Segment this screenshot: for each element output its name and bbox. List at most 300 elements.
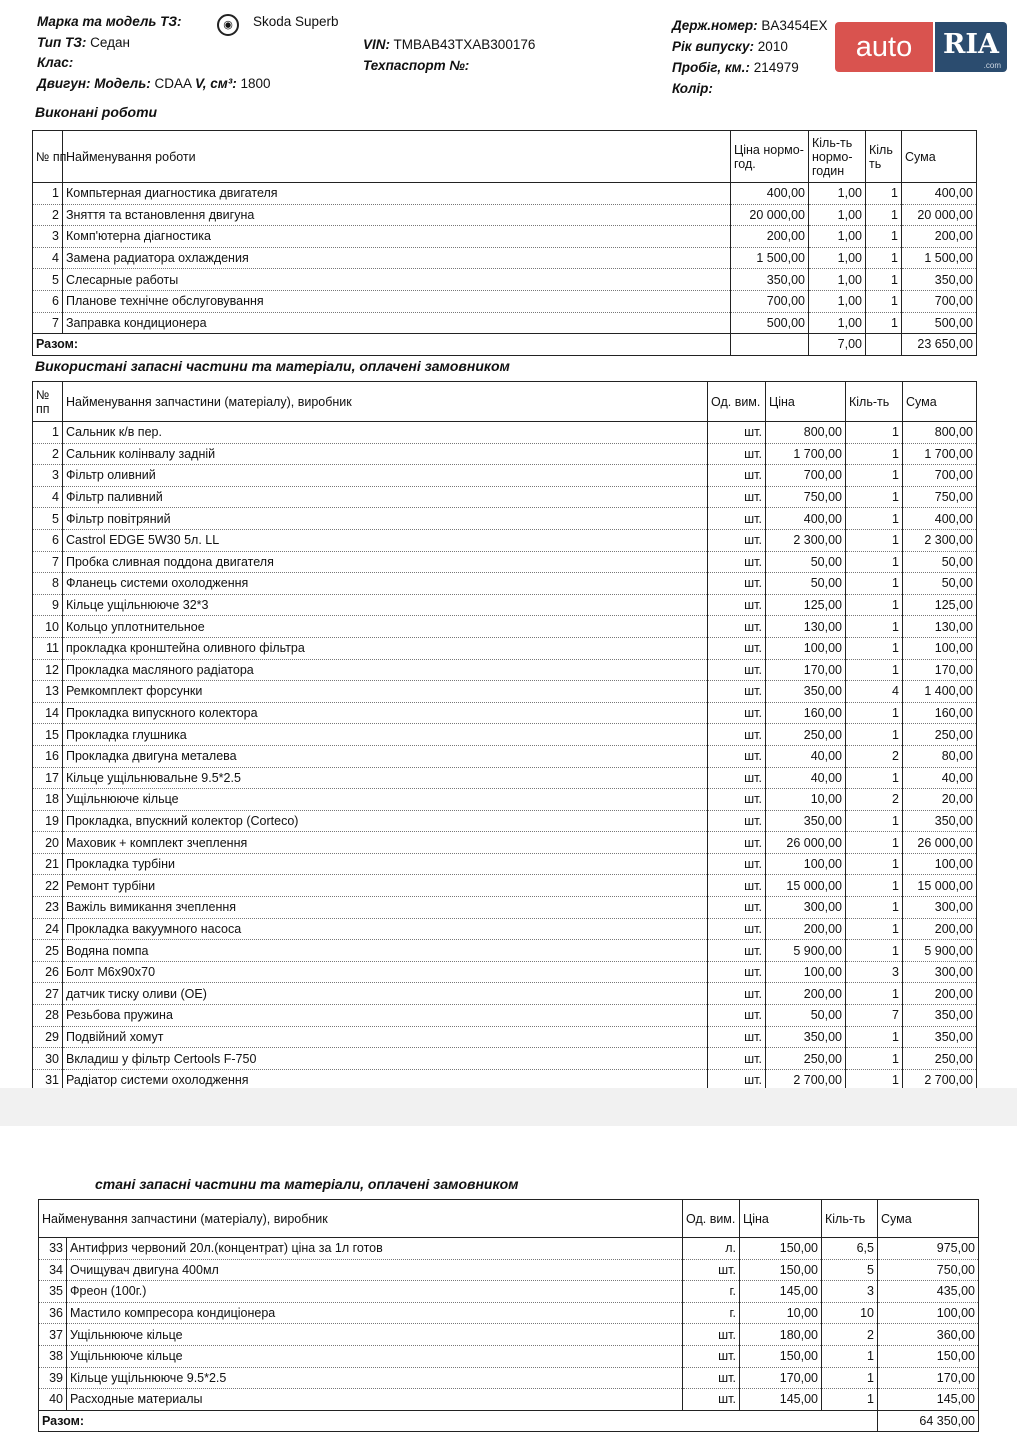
table-cell-name: Фреон (100г.) (67, 1281, 683, 1303)
table-row (33, 204, 977, 226)
table-cell-num: 11 (33, 637, 63, 659)
table-cell-num: 6 (33, 529, 63, 551)
table-cell-col5: 1 (846, 465, 903, 487)
table-cell-col4: 170,00 (766, 659, 846, 681)
table-row (33, 573, 977, 595)
table-cell-col5: 1 (846, 659, 903, 681)
table-cell-col4: 10,00 (740, 1302, 822, 1324)
table-cell-sum: 750,00 (878, 1259, 979, 1281)
table-cell-col3: шт. (708, 1069, 766, 1091)
table-cell-sum: 2 300,00 (903, 529, 977, 551)
table-cell-sum: 500,00 (902, 312, 977, 334)
works-header-sum: Сума (902, 131, 977, 183)
table-cell-sum: 250,00 (903, 1048, 977, 1070)
table-cell-col5: 1 (846, 897, 903, 919)
logo-ria: RIA (935, 22, 1007, 72)
model-label: Модель: (94, 76, 151, 91)
table-cell-num: 20 (33, 832, 63, 854)
table-cell-sum: 350,00 (903, 810, 977, 832)
table-cell-col5: 2 (846, 745, 903, 767)
table-cell-col5: 1 (846, 529, 903, 551)
table-cell-sum: 350,00 (902, 269, 977, 291)
table-cell-sum: 700,00 (902, 290, 977, 312)
table-cell-name: Замена радиатора охлаждения (63, 247, 731, 269)
table-cell-col3: шт. (683, 1345, 740, 1367)
table-cell-sum: 300,00 (903, 897, 977, 919)
table-cell-name: Прокладка вакуумного насоса (63, 918, 708, 940)
class-label: Клас: (37, 55, 74, 70)
table-cell-name: Мастило компресора кондиціонера (67, 1302, 683, 1324)
table-cell-col3: шт. (708, 767, 766, 789)
works-table (32, 130, 977, 356)
table-cell-name: Болт М6х90х70 (63, 961, 708, 983)
table-cell-col3: шт. (683, 1367, 740, 1389)
table-cell-col3: г. (683, 1281, 740, 1303)
table-cell-col4: 50,00 (766, 551, 846, 573)
table-cell-sum: 170,00 (903, 659, 977, 681)
table-cell-name: Радіатор системи охолодження (63, 1069, 708, 1091)
volume-value: 1800 (240, 76, 271, 91)
table-cell-name: Слесарные работы (63, 269, 731, 291)
make-label: Марка та модель ТЗ: (37, 14, 182, 29)
table-cell-col3: шт. (708, 961, 766, 983)
table-cell-num: 1 (33, 183, 63, 205)
table-cell-col4: 350,00 (766, 810, 846, 832)
table-cell-col4: 1,00 (809, 226, 866, 248)
year-label: Рік випуску: (672, 39, 755, 54)
table-cell-sum: 20 000,00 (902, 204, 977, 226)
mileage-value: 214979 (753, 60, 799, 75)
parts2-total-label: Разом: (39, 1410, 878, 1432)
works-title: Виконані роботи (35, 104, 158, 120)
table-row (33, 312, 977, 334)
table-cell-sum: 200,00 (903, 983, 977, 1005)
table-row (33, 290, 977, 312)
table-cell-num: 7 (33, 312, 63, 334)
table-cell-col4: 250,00 (766, 724, 846, 746)
table-cell-name: Подвійний хомут (63, 1026, 708, 1048)
table-cell-col4: 200,00 (766, 983, 846, 1005)
table-cell-col4: 15 000,00 (766, 875, 846, 897)
table-cell-col4: 50,00 (766, 1005, 846, 1027)
table-cell-num: 12 (33, 659, 63, 681)
table-cell-name: Антифриз червоний 20л.(концентрат) ціна за 1л готов (67, 1238, 683, 1260)
table-cell-num: 1 (33, 422, 63, 444)
table-cell-col3: шт. (708, 637, 766, 659)
works-header-qty: Кіль ть (866, 131, 902, 183)
table-cell-col3: шт. (708, 897, 766, 919)
table-cell-col5: 1 (846, 918, 903, 940)
table-cell-col3: шт. (708, 1005, 766, 1027)
table-cell-name: Вкладиш у фільтр Certools F-750 (63, 1048, 708, 1070)
table-cell-sum: 300,00 (903, 961, 977, 983)
table-cell-sum: 50,00 (903, 573, 977, 595)
table-row (33, 897, 977, 919)
table-cell-sum: 750,00 (903, 486, 977, 508)
table-row (33, 659, 977, 681)
table-row (33, 616, 977, 638)
table-cell-col3: шт. (708, 529, 766, 551)
table-cell-sum: 700,00 (903, 465, 977, 487)
table-row (33, 226, 977, 248)
table-row (39, 1281, 979, 1303)
table-cell-name: Комп'ютерна діагностика (63, 226, 731, 248)
table-cell-name: Ремонт турбіни (63, 875, 708, 897)
table-cell-name: Ущільнююче кільце (63, 789, 708, 811)
parts1-header-sum: Сума (903, 382, 977, 422)
table-cell-col3: шт. (708, 594, 766, 616)
table-row (33, 529, 977, 551)
table-cell-col3: 200,00 (731, 226, 809, 248)
table-cell-col5: 1 (846, 443, 903, 465)
table-cell-col4: 170,00 (740, 1367, 822, 1389)
table-cell-name: Фільтр паливний (63, 486, 708, 508)
parts2-header-sum: Сума (878, 1200, 979, 1238)
table-cell-name: Кільце ущільнююче 32*3 (63, 594, 708, 616)
table-cell-name: Castrol EDGE 5W30 5л. LL (63, 529, 708, 551)
table-row (39, 1389, 979, 1411)
table-cell-col4: 1 700,00 (766, 443, 846, 465)
table-cell-sum: 50,00 (903, 551, 977, 573)
plate (672, 18, 827, 33)
table-cell-col4: 5 900,00 (766, 940, 846, 962)
parts2-header-qty: Кіль-ть (822, 1200, 878, 1238)
table-row (33, 551, 977, 573)
table-cell-sum: 40,00 (903, 767, 977, 789)
table-cell-num: 24 (33, 918, 63, 940)
table-cell-name: прокладка кронштейна оливного фільтра (63, 637, 708, 659)
table-row (33, 443, 977, 465)
table-cell-col3: шт. (708, 616, 766, 638)
table-cell-num: 4 (33, 247, 63, 269)
color (672, 81, 713, 96)
year (672, 39, 788, 54)
table-cell-name: Кольцо уплотнительное (63, 616, 708, 638)
table-cell-col5: 1 (866, 183, 902, 205)
table-cell-col4: 2 300,00 (766, 529, 846, 551)
engine-label: Двигун: (37, 76, 91, 91)
table-cell-col3: шт. (708, 875, 766, 897)
table-cell-name: Зняття та встановлення двигуна (63, 204, 731, 226)
table-row (33, 832, 977, 854)
table-cell-col5: 1 (846, 486, 903, 508)
vin-label: VIN: (363, 37, 390, 52)
table-cell-col4: 40,00 (766, 745, 846, 767)
table-cell-sum: 20,00 (903, 789, 977, 811)
table-cell-col4: 150,00 (740, 1259, 822, 1281)
table-cell-sum: 1 400,00 (903, 681, 977, 703)
table-cell-col5: 2 (822, 1324, 878, 1346)
table-cell-col5: 4 (846, 681, 903, 703)
table-cell-name: Резьбова пружина (63, 1005, 708, 1027)
table-cell-col3: шт. (708, 853, 766, 875)
table-cell-col4: 1,00 (809, 183, 866, 205)
plate-value: BA3454EX (761, 18, 828, 33)
table-cell-sum: 1 700,00 (903, 443, 977, 465)
table-cell-num: 6 (33, 290, 63, 312)
table-cell-num: 38 (39, 1345, 67, 1367)
table-cell-col5: 1 (846, 551, 903, 573)
table-cell-num: 15 (33, 724, 63, 746)
table-cell-sum: 2 700,00 (903, 1069, 977, 1091)
logo-auto: auto (835, 22, 933, 72)
table-cell-col3: шт. (708, 940, 766, 962)
table-cell-col3: шт. (708, 702, 766, 724)
table-cell-col4: 26 000,00 (766, 832, 846, 854)
table-cell-num: 28 (33, 1005, 63, 1027)
make-value: Skoda Superb (253, 14, 339, 29)
vin (363, 37, 535, 52)
table-cell-col3: г. (683, 1302, 740, 1324)
table-cell-col5: 1 (846, 940, 903, 962)
table-cell-col5: 1 (846, 594, 903, 616)
table-row (33, 918, 977, 940)
table-cell-num: 13 (33, 681, 63, 703)
table-cell-num: 16 (33, 745, 63, 767)
table-cell-col5: 1 (846, 724, 903, 746)
table-row (33, 681, 977, 703)
table-cell-col5: 1 (846, 508, 903, 530)
table-cell-col4: 145,00 (740, 1389, 822, 1411)
works-total-sum: 23 650,00 (902, 334, 977, 356)
passport-label: Техпаспорт №: (363, 58, 470, 73)
mileage (672, 60, 799, 75)
table-cell-col3: 1 500,00 (731, 247, 809, 269)
table-cell-col4: 160,00 (766, 702, 846, 724)
table-cell-col5: 1 (846, 983, 903, 1005)
table-row (33, 853, 977, 875)
table-cell-sum: 360,00 (878, 1324, 979, 1346)
table-cell-sum: 200,00 (903, 918, 977, 940)
table-cell-name: Ремкомплект форсунки (63, 681, 708, 703)
table-cell-col4: 300,00 (766, 897, 846, 919)
mileage-label: Пробіг, км.: (672, 60, 750, 75)
table-cell-num: 5 (33, 508, 63, 530)
table-cell-sum: 250,00 (903, 724, 977, 746)
table-cell-col4: 150,00 (740, 1238, 822, 1260)
vin-value: TMBAB43TXAB300176 (393, 37, 536, 52)
table-cell-num: 21 (33, 853, 63, 875)
table-row (33, 637, 977, 659)
table-row (33, 810, 977, 832)
table-cell-col5: 2 (846, 789, 903, 811)
table-row (39, 1367, 979, 1389)
table-cell-col4: 2 700,00 (766, 1069, 846, 1091)
table-cell-col3: 500,00 (731, 312, 809, 334)
table-cell-sum: 5 900,00 (903, 940, 977, 962)
table-cell-col5: 1 (866, 247, 902, 269)
table-cell-num: 25 (33, 940, 63, 962)
table-cell-num: 3 (33, 226, 63, 248)
table-cell-num: 19 (33, 810, 63, 832)
table-cell-col3: шт. (708, 983, 766, 1005)
table-cell-col3: шт. (708, 1048, 766, 1070)
table-cell-num: 29 (33, 1026, 63, 1048)
table-cell-num: 33 (39, 1238, 67, 1260)
table-cell-num: 5 (33, 269, 63, 291)
table-cell-num: 7 (33, 551, 63, 573)
table-cell-name: Компьтерная диагностика двигателя (63, 183, 731, 205)
table-row (33, 508, 977, 530)
table-cell-name: Сальник к/в пер. (63, 422, 708, 444)
table-cell-sum: 435,00 (878, 1281, 979, 1303)
table-cell-name: Кільце ущільнююче 9.5*2.5 (67, 1367, 683, 1389)
table-row (33, 1048, 977, 1070)
table-cell-col5: 10 (822, 1302, 878, 1324)
table-row (33, 702, 977, 724)
table-cell-num: 3 (33, 465, 63, 487)
table-cell-col3: шт. (708, 422, 766, 444)
table-cell-col4: 10,00 (766, 789, 846, 811)
table-cell-num: 31 (33, 1069, 63, 1091)
table-row (39, 1324, 979, 1346)
table-row (33, 183, 977, 205)
table-row (33, 961, 977, 983)
table-row (33, 940, 977, 962)
table-cell-name: Прокладка турбіни (63, 853, 708, 875)
table-cell-col5: 1 (846, 810, 903, 832)
table-cell-col3: шт. (708, 1026, 766, 1048)
works-header-name: Найменування роботи (63, 131, 731, 183)
table-cell-name: Ущільнююче кільце (67, 1324, 683, 1346)
table-cell-col5: 1 (846, 767, 903, 789)
table-cell-name: Расходные материалы (67, 1389, 683, 1411)
parts1-title: Використані запасні частини та матеріали, оплачені замовником (35, 358, 510, 374)
table-cell-col4: 350,00 (766, 681, 846, 703)
table-cell-col5: 1 (846, 637, 903, 659)
table-cell-num: 26 (33, 961, 63, 983)
table-row (39, 1345, 979, 1367)
table-cell-num: 8 (33, 573, 63, 595)
table-cell-col3: 700,00 (731, 290, 809, 312)
table-cell-name: Сальник колінвалу задній (63, 443, 708, 465)
table-cell-col3: шт. (708, 465, 766, 487)
parts2-header-unit: Од. вим. (683, 1200, 740, 1238)
table-cell-name: Прокладка випускного колектора (63, 702, 708, 724)
table-cell-name: Фланець системи охолодження (63, 573, 708, 595)
page-gap (0, 1088, 1017, 1126)
table-cell-num: 35 (39, 1281, 67, 1303)
works-header-num: № пп (33, 131, 63, 183)
make-model (37, 14, 182, 29)
table-cell-col3: шт. (708, 486, 766, 508)
table-cell-sum: 100,00 (878, 1302, 979, 1324)
table-cell-col4: 1,00 (809, 312, 866, 334)
table-cell-col4: 125,00 (766, 594, 846, 616)
table-row (33, 1005, 977, 1027)
volume-label: V, см³: (195, 76, 237, 91)
table-cell-col3: 350,00 (731, 269, 809, 291)
table-cell-sum: 350,00 (903, 1005, 977, 1027)
parts1-header-qty: Кіль-ть (846, 382, 903, 422)
table-cell-num: 17 (33, 767, 63, 789)
table-cell-col5: 1 (866, 312, 902, 334)
table-cell-name: Фільтр оливний (63, 465, 708, 487)
table-cell-num: 40 (39, 1389, 67, 1411)
table-cell-num: 10 (33, 616, 63, 638)
table-cell-col3: шт. (708, 573, 766, 595)
table-cell-col3: шт. (708, 724, 766, 746)
table-cell-name: Фільтр повітряний (63, 508, 708, 530)
table-cell-num: 36 (39, 1302, 67, 1324)
engine-info (37, 76, 271, 91)
table-cell-col5: 1 (866, 226, 902, 248)
table-cell-col4: 1,00 (809, 269, 866, 291)
table-cell-sum: 150,00 (878, 1345, 979, 1367)
table-row (33, 767, 977, 789)
table-cell-col4: 50,00 (766, 573, 846, 595)
table-cell-col5: 6,5 (822, 1238, 878, 1260)
table-row (33, 422, 977, 444)
table-cell-sum: 975,00 (878, 1238, 979, 1260)
table-cell-col3: шт. (708, 918, 766, 940)
table-cell-col4: 1,00 (809, 247, 866, 269)
table-cell-col3: 20 000,00 (731, 204, 809, 226)
table-cell-col3: л. (683, 1238, 740, 1260)
table-cell-col4: 350,00 (766, 1026, 846, 1048)
table-cell-num: 23 (33, 897, 63, 919)
table-cell-col4: 150,00 (740, 1345, 822, 1367)
table-cell-name: Пробка сливная поддона двигателя (63, 551, 708, 573)
works-header-price: Ціна нормо-год. (731, 131, 809, 183)
table-cell-sum: 170,00 (878, 1367, 979, 1389)
table-cell-col4: 1,00 (809, 290, 866, 312)
parts1-header-name: Найменування запчастини (матеріалу), виробник (63, 382, 708, 422)
table-cell-col4: 145,00 (740, 1281, 822, 1303)
table-cell-col5: 1 (846, 1069, 903, 1091)
table-cell-name: Планове технічне обслуговування (63, 290, 731, 312)
table-row (33, 247, 977, 269)
table-cell-col5: 1 (866, 290, 902, 312)
table-cell-num: 27 (33, 983, 63, 1005)
table-cell-name: датчик тиску оливи (OE) (63, 983, 708, 1005)
table-cell-col3: шт. (683, 1324, 740, 1346)
parts1-header-num: № пп (33, 382, 63, 422)
table-cell-col3: шт. (708, 443, 766, 465)
table-cell-sum: 160,00 (903, 702, 977, 724)
table-row (39, 1259, 979, 1281)
table-cell-num: 30 (33, 1048, 63, 1070)
table-cell-col3: шт. (708, 832, 766, 854)
table-cell-col5: 1 (846, 616, 903, 638)
table-cell-col5: 1 (846, 702, 903, 724)
table-row (33, 724, 977, 746)
table-cell-col4: 700,00 (766, 465, 846, 487)
table-cell-sum: 800,00 (903, 422, 977, 444)
table-cell-num: 2 (33, 443, 63, 465)
table-row (33, 594, 977, 616)
table-cell-col3: шт. (708, 789, 766, 811)
table-cell-col4: 100,00 (766, 961, 846, 983)
table-row (33, 486, 977, 508)
table-cell-name: Прокладка глушника (63, 724, 708, 746)
table-cell-num: 18 (33, 789, 63, 811)
works-header-hours: Кіль-ть нормо-годин (809, 131, 866, 183)
table-cell-col4: 130,00 (766, 616, 846, 638)
table-cell-name: Маховик + комплект зчеплення (63, 832, 708, 854)
parts2-title: стані запасні частини та матеріали, оплачені замовником (95, 1176, 519, 1192)
table-cell-sum: 200,00 (902, 226, 977, 248)
table-cell-col5: 5 (822, 1259, 878, 1281)
table-cell-col4: 1,00 (809, 204, 866, 226)
table-row (33, 1026, 977, 1048)
table-cell-col5: 1 (822, 1367, 878, 1389)
table-cell-col5: 1 (846, 573, 903, 595)
table-cell-sum: 15 000,00 (903, 875, 977, 897)
parts2-total-sum: 64 350,00 (878, 1410, 979, 1432)
table-cell-sum: 400,00 (903, 508, 977, 530)
table-cell-name: Заправка кондиционера (63, 312, 731, 334)
